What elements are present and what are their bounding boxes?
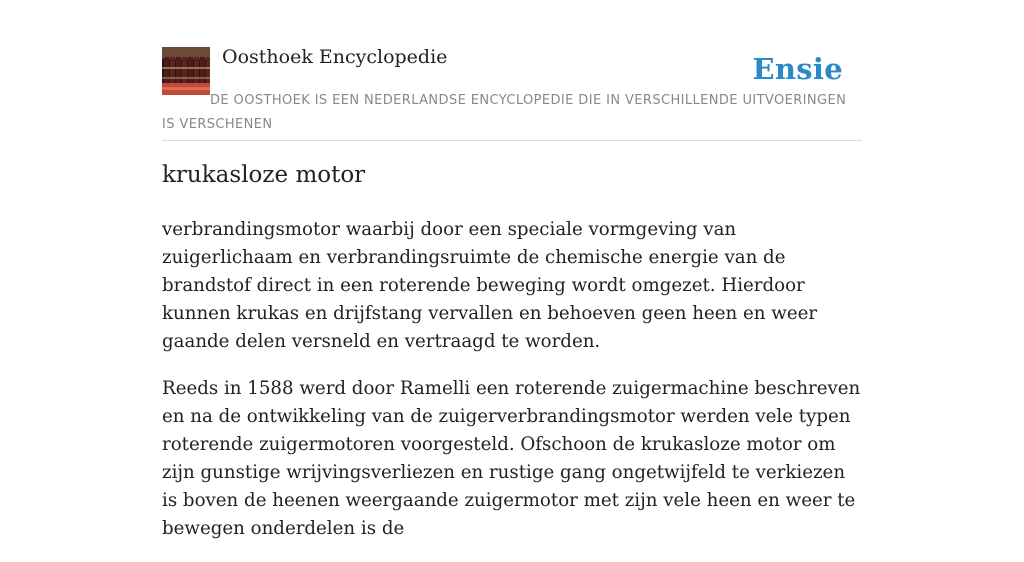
source-header [162, 0, 862, 141]
article-page [162, 0, 862, 539]
article-paragraph: Reeds in 1588 werd door Ramelli een roterende zuigermachine beschreven en na de ontwikkeling van de zuigerverbrandingsmotor werden vele typen roterende zuigermotoren voorgesteld. Ofschoon de krukasloze motor om zijn gunstige wrijvingsverliezen en rustige gang ongetwijfeld te verkiezen is boven de heenen weergaande zuigermotor met zijn vele heen en weer te bewegen onderdelen is de [162, 378, 861, 539]
encyclopedia-books-icon [162, 47, 210, 95]
article-title: krukasloze motor [162, 162, 366, 188]
source-name[interactable]: Oosthoek Encyclopedie [222, 46, 448, 68]
article-body [162, 216, 862, 562]
source-tagline: DE OOSTHOEK IS EEN NEDERLANDSE ENCYCLOPEDIE DIE IN VERSCHILLENDE UITVOERINGEN IS VERSCHENEN [162, 93, 847, 132]
ensie-logo[interactable]: Ensie [752, 52, 843, 86]
article-paragraph: verbrandingsmotor waarbij door een speciale vormgeving van zuigerlichaam en verbrandingsruimte de chemische energie van de brandstof direct in een roterende beweging wordt omgezet. Hierdoor kunnen krukas en drijfstang vervallen en behoeven geen heen en weer gaande delen versneld en vertraagd te worden. [162, 219, 818, 352]
source-avatar[interactable] [162, 47, 210, 95]
